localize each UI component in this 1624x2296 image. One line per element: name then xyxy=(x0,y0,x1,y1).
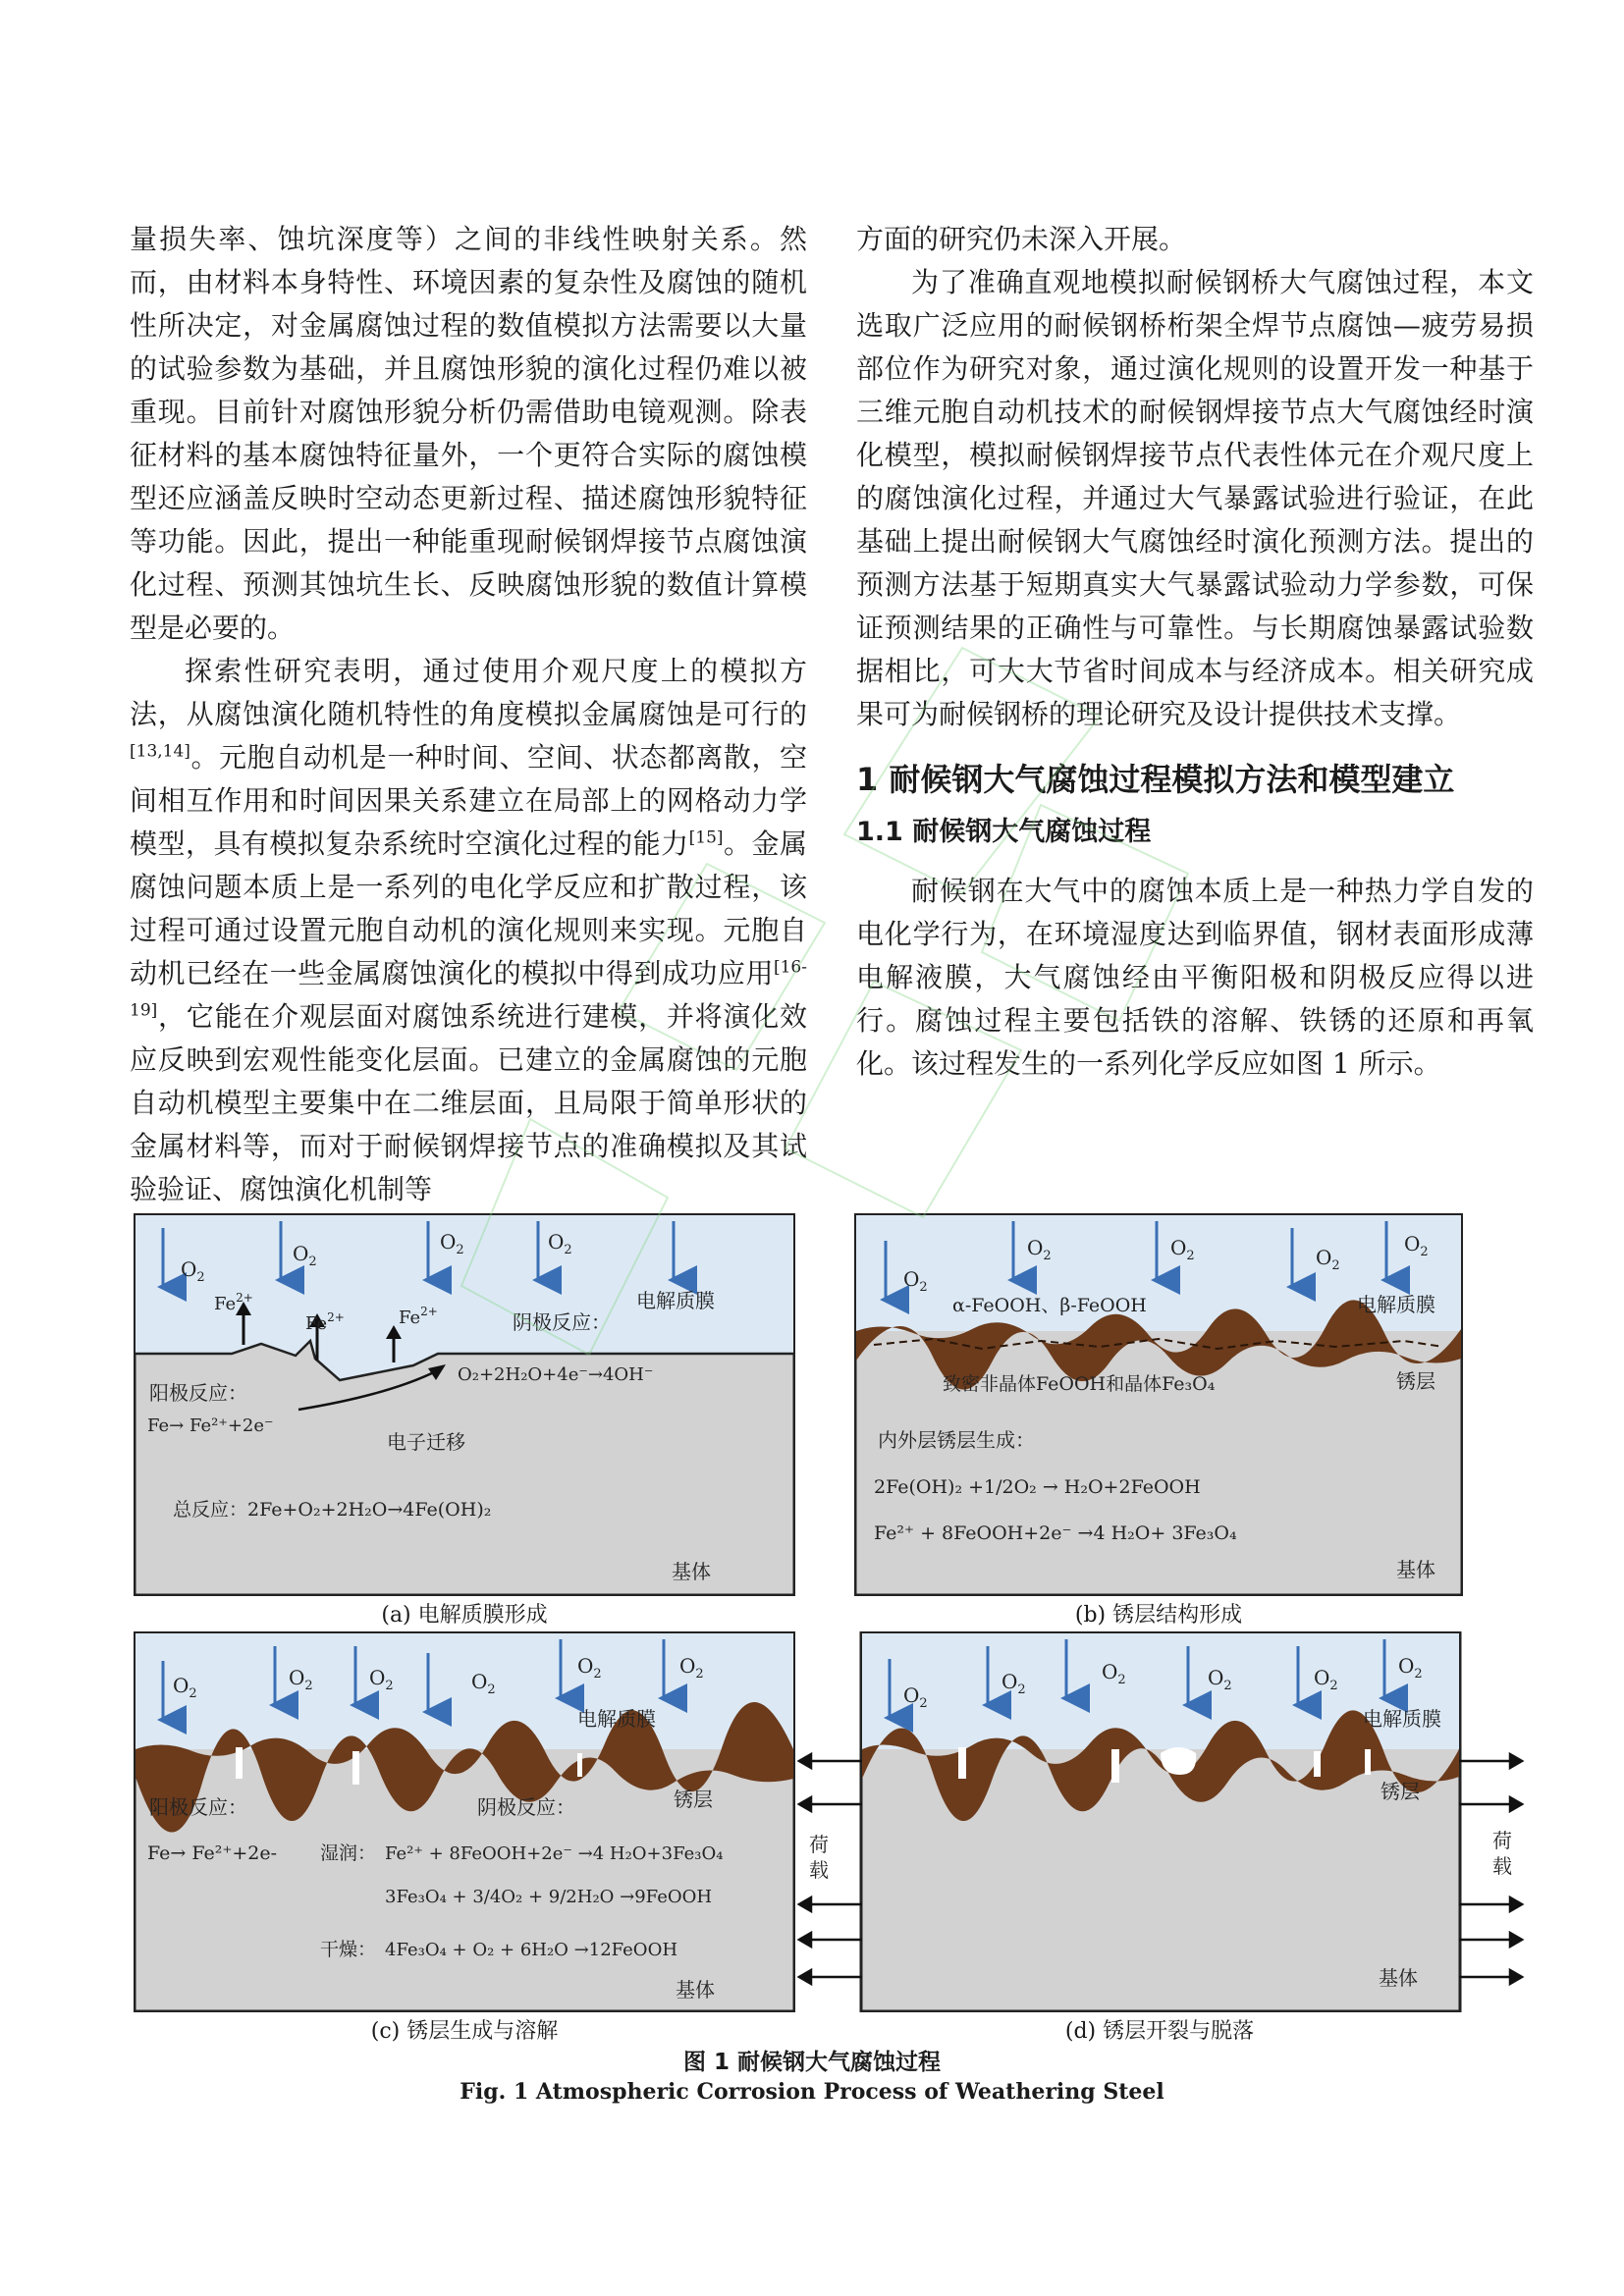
svg-text:锈层: 锈层 xyxy=(674,1788,713,1811)
subcaption-d: (d) 锈层开裂与脱落 xyxy=(1064,2019,1255,2044)
svg-text:干燥：: 干燥： xyxy=(320,1939,377,1960)
svg-text:电子迁移: 电子迁移 xyxy=(387,1430,465,1454)
right-paragraph-1: 方面的研究仍未深入开展。 xyxy=(856,223,1187,255)
svg-text:O2: $O_2$ xyxy=(903,1267,928,1295)
svg-text:O2: $O_2$ xyxy=(1314,1666,1338,1693)
svg-text:Fe²⁺ + 8FeOOH+2e⁻ →4 H₂O+ 3Fe₃: Fe²⁺ + 8FeOOH+2e⁻ →4 H₂O+ 3Fe₃O₄ xyxy=(874,1522,1237,1544)
section-heading-1: 1 耐候钢大气腐蚀过程模拟方法和模型建立 xyxy=(856,761,1455,798)
svg-text:O2: $O_2$ xyxy=(471,1670,496,1697)
svg-text:2Fe(OH)₂ +1/2O₂ → H₂O+2FeOOH: 2Fe(OH)₂ +1/2O₂ → H₂O+2FeOOH xyxy=(874,1476,1201,1498)
right-paragraph-3: 耐候钢在大气中的腐蚀本质上是一种热力学自发的电化学行为，在环境湿度达到临界值，钢材表面形成薄电解液膜，大气腐蚀经由平衡阳极和阴极反应得以进行。腐蚀过程主要包括铁的溶解、铁锈的还原和再氧化。该过程发生的一系列化学反应如图 1 所示。 xyxy=(856,875,1534,1080)
svg-text:致密非晶体FeOOH和晶体Fe₃O₄: 致密非晶体FeOOH和晶体Fe₃O₄ xyxy=(943,1373,1216,1395)
figure-panel-c xyxy=(134,1631,795,2012)
svg-text:O2: $O_2$ xyxy=(1102,1660,1126,1687)
left-paragraph-1: 量损失率、蚀坑深度等）之间的非线性映射关系。然而，由材料本身特性、环境因素的复杂性及腐蚀的随机性所决定，对金属腐蚀过程的数值模拟方法需要以大量的试验参数为基础，并且腐蚀形貌的演化过程仍难以被重现。目前针对腐蚀形貌分析仍需借助电镜观测。除表征材料的基本腐蚀特征量外，一个更符合实际的腐蚀模型还应涵盖反映时空动态更新过程、描述腐蚀形貌特征等功能。因此，提出一种能重现耐候钢焊接节点腐蚀演化过程、预测其蚀坑生长、反映腐蚀形貌的数值计算模型是必要的。 xyxy=(130,223,807,644)
svg-text:O2: $O_2$ xyxy=(440,1230,464,1257)
subcaption-a: (a) 电解质膜形成 xyxy=(381,1603,548,1628)
svg-text:载: 载 xyxy=(809,1858,829,1882)
svg-text:O2: $O_2$ xyxy=(903,1683,928,1711)
svg-text:Fe→ Fe²⁺+2e-: Fe→ Fe²⁺+2e- xyxy=(147,1842,278,1864)
svg-text:锈层: 锈层 xyxy=(1380,1780,1420,1803)
svg-text:O2: $O_2$ xyxy=(1027,1236,1052,1263)
svg-text:载: 载 xyxy=(1492,1854,1512,1878)
svg-text:O2: $O_2$ xyxy=(1398,1654,1423,1682)
svg-text:基体: 基体 xyxy=(1379,1966,1418,1990)
left-paragraph-2: 探索性研究表明，通过使用介观尺度上的模拟方法，从腐蚀演化随机特性的角度模拟金属腐蚀是可行的[13,14]。元胞自动机是一种时间、空间、状态都离散，空间相互作用和时间因果关系建立在局部上的网格动力学模型，具有模拟复杂系统时空演化过程的能力[15]。金属腐蚀问题本质上是一系列的电化学反应和扩散过程，该过程可通过设置元胞自动机的演化规则来实现。元胞自动机已经在一些金属腐蚀演化的模拟中得到成功应用[16-19]，它能在介观层面对腐蚀系统进行建模，并将演化效应反映到宏观性能变化层面。已建立的金属腐蚀的元胞自动机模型主要集中在二维层面，且局限于简单形状的金属材料等，而对于耐候钢焊接节点的准确模拟及其试验验证、腐蚀演化机制等 xyxy=(130,655,807,1205)
svg-text:电解质膜: 电解质膜 xyxy=(577,1707,656,1731)
left-column xyxy=(130,218,807,1211)
svg-text:O2: $O_2$ xyxy=(181,1257,205,1285)
svg-text:荷: 荷 xyxy=(809,1833,829,1856)
citation-13-14[interactable]: [13,14] xyxy=(130,741,190,762)
svg-text:电解质膜: 电解质膜 xyxy=(1357,1293,1435,1316)
svg-text:湿润：: 湿润： xyxy=(320,1842,377,1864)
svg-text:O2: $O_2$ xyxy=(369,1666,394,1693)
svg-text:O2: $O_2$ xyxy=(173,1674,197,1701)
svg-text:电解质膜: 电解质膜 xyxy=(636,1289,715,1312)
svg-text:荷: 荷 xyxy=(1492,1829,1512,1852)
right-paragraph-2: 为了准确直观地模拟耐候钢桥大气腐蚀过程，本文选取广泛应用的耐候钢桥桁架全焊节点腐蚀—疲劳易损部位作为研究对象，通过演化规则的设置开发一种基于三维元胞自动机技术的耐候钢焊接节点大气腐蚀经时演化模型，模拟耐候钢焊接节点代表性体元在介观尺度上的腐蚀演化过程，并通过大气暴露试验进行验证，在此基础上提出耐候钢大气腐蚀经时演化预测方法。提出的预测方法基于短期真实大气暴露试验动力学参数，可保证预测结果的正确性与可靠性。与长期腐蚀暴露试验数据相比，可大大节省时间成本与经济成本。相关研究成果可为耐候钢桥的理论研究及设计提供技术支撑。 xyxy=(856,266,1534,730)
svg-text:4Fe₃O₄ + O₂ + 6H₂O →12FeOOH: 4Fe₃O₄ + O₂ + 6H₂O →12FeOOH xyxy=(385,1940,678,1960)
svg-text:Fe²⁺ + 8FeOOH+2e⁻ →4 H₂O+3Fe₃O: Fe²⁺ + 8FeOOH+2e⁻ →4 H₂O+3Fe₃O₄ xyxy=(385,1843,724,1864)
svg-text:总反应：2Fe+O₂+2H₂O→4Fe(OH)₂: 总反应：2Fe+O₂+2H₂O→4Fe(OH)₂ xyxy=(173,1499,492,1521)
svg-text:O2: $O_2$ xyxy=(577,1654,602,1682)
svg-text:基体: 基体 xyxy=(676,1978,715,2002)
svg-text:O₂+2H₂O+4e⁻→4OH⁻: O₂+2H₂O+4e⁻→4OH⁻ xyxy=(458,1364,654,1385)
svg-text:Fe2+: $Fe^{2+}$ xyxy=(214,1291,253,1314)
svg-text:O2: $O_2$ xyxy=(1208,1666,1232,1693)
svg-text:O2: $O_2$ xyxy=(293,1242,317,1269)
svg-text:O2: $O_2$ xyxy=(679,1654,704,1682)
svg-text:阴极反应：: 阴极反应： xyxy=(513,1310,611,1334)
svg-text:O2: $O_2$ xyxy=(1001,1670,1026,1697)
svg-text:阳极反应：: 阳极反应： xyxy=(149,1795,247,1819)
svg-text:阴极反应：: 阴极反应： xyxy=(477,1795,575,1819)
figure-caption-cn: 图 1 耐候钢大气腐蚀过程 xyxy=(682,2050,942,2075)
svg-text:O2: $O_2$ xyxy=(548,1230,572,1257)
svg-text:基体: 基体 xyxy=(672,1560,711,1583)
svg-text:Fe2+: $Fe^{2+}$ xyxy=(399,1305,438,1328)
svg-text:α-FeOOH、β-FeOOH: α-FeOOH、β-FeOOH xyxy=(952,1295,1147,1316)
svg-text:O2: $O_2$ xyxy=(1404,1232,1429,1259)
right-column xyxy=(856,218,1534,1086)
svg-text:基体: 基体 xyxy=(1396,1558,1435,1581)
svg-text:锈层: 锈层 xyxy=(1396,1369,1435,1393)
svg-text:电解质膜: 电解质膜 xyxy=(1363,1707,1441,1731)
svg-text:3Fe₃O₄ + 3/4O₂ + 9/2H₂O →9FeOO: 3Fe₃O₄ + 3/4O₂ + 9/2H₂O →9FeOOH xyxy=(385,1887,713,1907)
svg-text:Fe2+: $Fe^{2+}$ xyxy=(305,1310,345,1334)
subsection-heading-1-1: 1.1 耐候钢大气腐蚀过程 xyxy=(856,817,1152,847)
svg-text:Fe→ Fe²⁺+2e⁻: Fe→ Fe²⁺+2e⁻ xyxy=(147,1415,274,1436)
svg-text:阳极反应：: 阳极反应： xyxy=(149,1381,247,1405)
svg-text:内外层锈层生成：: 内外层锈层生成： xyxy=(878,1428,1035,1452)
subcaption-c: (c) 锈层生成与溶解 xyxy=(370,2019,559,2044)
citation-16-19[interactable]: [16-19] xyxy=(130,957,807,1021)
svg-text:O2: $O_2$ xyxy=(1316,1246,1340,1273)
figure-panel-a xyxy=(134,1213,795,1596)
citation-15[interactable]: [15] xyxy=(688,828,724,848)
figure-panel-b xyxy=(854,1213,1463,1596)
svg-text:O2: $O_2$ xyxy=(1170,1236,1195,1263)
subcaption-b: (b) 锈层结构形成 xyxy=(1074,1603,1243,1628)
svg-text:O2: $O_2$ xyxy=(289,1666,313,1693)
figure-caption-en: Fig. 1 Atmospheric Corrosion Process of Weathering Steel xyxy=(460,2079,1164,2105)
figure-panel-d xyxy=(795,1631,1526,2012)
